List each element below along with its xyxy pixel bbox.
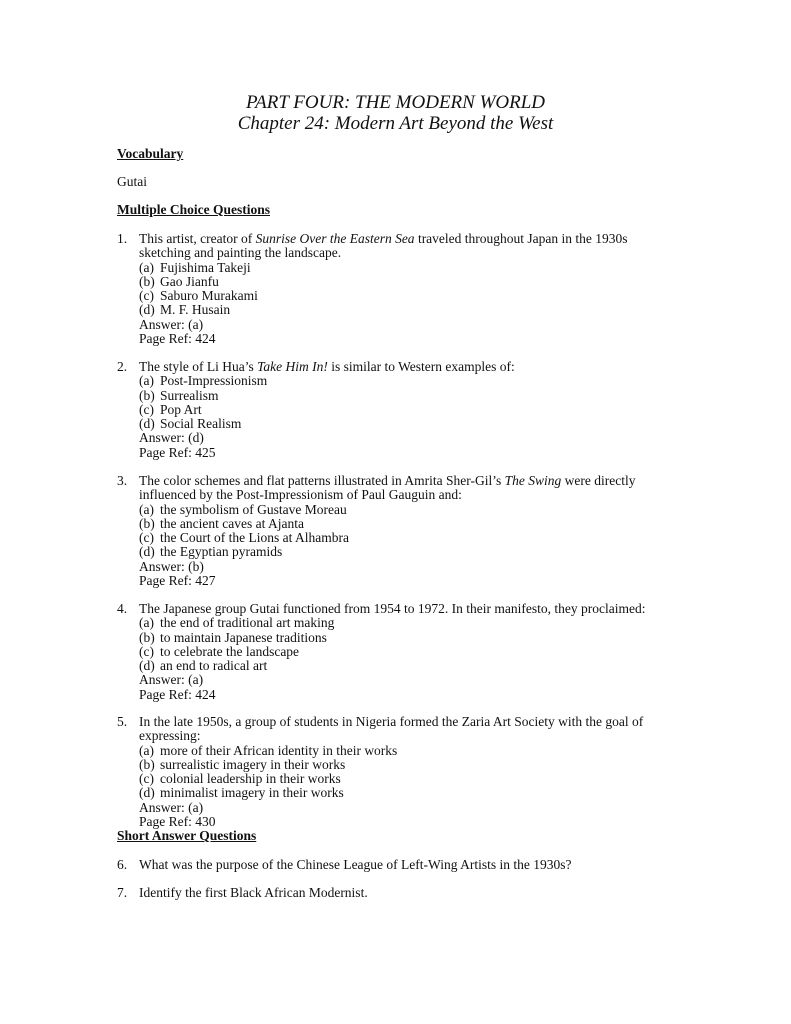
option-label: (c) [139,771,154,787]
question-text-part: This artist, creator of [139,231,256,246]
option-text: to celebrate the landscape [160,643,300,659]
option-text: the end of traditional art making [160,615,335,631]
option-label: (d) [139,416,155,432]
vocabulary-term: Gutai [117,174,147,189]
question-text [139,360,677,374]
option-label: (b) [139,387,155,403]
option-text: Gao Jianfu [160,273,219,289]
question-text-continued: expressing: [139,728,201,744]
option-label: (b) [139,273,155,289]
page-reference: Page Ref: 427 [139,573,216,589]
answer-option [139,374,677,388]
page-reference: Page Ref: 424 [139,686,216,702]
option-text: an end to radical art [160,658,268,674]
answer-option [139,786,677,800]
question-text-part: were directly [561,473,636,488]
answer-option [139,403,677,417]
question-text [139,715,677,729]
answer-option [139,261,677,275]
page-header [0,92,791,134]
option-text: M. F. Husain [160,302,231,318]
answer-option [139,772,677,786]
option-text: the symbolism of Gustave Moreau [160,501,347,517]
question-text-part: is similar to Western examples of: [327,359,515,374]
answer-option [139,417,677,431]
option-text: Pop Art [160,401,202,417]
option-label: (a) [139,373,154,389]
option-label: (d) [139,785,155,801]
option-label: (d) [139,658,155,674]
option-label: (a) [139,259,154,275]
option-text: the Court of the Lions at Alhambra [160,530,349,546]
question-text [139,232,677,246]
question-number: 5. [117,714,128,729]
answer-key: Answer: (a) [139,672,204,688]
answer-key: Answer: (a) [139,799,204,815]
option-text: colonial leadership in their works [160,771,341,787]
question-text-continued: sketching and painting the landscape. [139,245,342,261]
option-label: (c) [139,401,154,417]
vocabulary-heading: Vocabulary [117,146,184,161]
answer-option [139,275,677,289]
answer-option [139,616,677,630]
answer-option [139,517,677,531]
option-text: Fujishima Takeji [160,259,251,275]
option-text: Surrealism [160,387,219,403]
option-text: surrealistic imagery in their works [160,756,346,772]
multiple-choice-heading: Multiple Choice Questions [117,202,271,217]
page-reference: Page Ref: 430 [139,814,216,830]
answer-option [139,545,677,559]
question-text-part: In the late 1950s, a group of students in Nigeria formed the Zaria Art Society with the goal of [139,714,644,729]
answer-key: Answer: (d) [139,430,204,446]
option-label: (d) [139,302,155,318]
artwork-title: Sunrise Over the Eastern Sea [255,231,415,246]
answer-option [139,503,677,517]
question-7 [117,886,677,900]
option-label: (c) [139,530,154,546]
answer-option [139,758,677,772]
answer-option [139,744,677,758]
question-text: What was the purpose of the Chinese League of Left-Wing Artists in the 1930s? [139,857,572,872]
option-label: (c) [139,643,154,659]
answer-key: Answer: (b) [139,558,204,574]
question-number: 2. [117,359,128,374]
question-number: 6. [117,857,128,872]
option-text: Social Realism [160,416,242,432]
option-label: (b) [139,756,155,772]
question-1 [117,232,677,346]
option-label: (a) [139,615,154,631]
option-text: Saburo Murakami [160,288,258,304]
question-5 [117,715,677,829]
option-label: (a) [139,742,154,758]
artwork-title: The Swing [504,473,562,488]
question-4 [117,602,677,702]
answer-key: Answer: (a) [139,316,204,332]
answer-option [139,389,677,403]
page-reference: Page Ref: 424 [139,331,216,347]
question-text [139,602,677,616]
question-text: Identify the first Black African Modernist. [139,885,368,900]
option-label: (b) [139,515,155,531]
answer-option [139,659,677,673]
answer-option [139,631,677,645]
option-text: to maintain Japanese traditions [160,629,327,645]
question-6 [117,858,677,872]
short-answer-heading: Short Answer Questions [117,828,257,843]
option-text: Post-Impressionism [160,373,268,389]
question-text-continued: influenced by the Post-Impressionism of Paul Gauguin and: [139,487,462,503]
answer-option [139,303,677,317]
option-text: the ancient caves at Ajanta [160,515,304,531]
option-text: more of their African identity in their works [160,742,398,758]
question-text-part: traveled throughout Japan in the 1930s [414,231,628,246]
question-number: 3. [117,473,128,488]
question-number: 1. [117,231,128,246]
question-number: 4. [117,601,128,616]
option-label: (c) [139,288,154,304]
option-label: (a) [139,501,154,517]
question-text-part: The color schemes and flat patterns illustrated in Amrita Sher-Gil’s [139,473,505,488]
question-2 [117,360,677,460]
question-text-part: The style of Li Hua’s [139,359,258,374]
option-label: (d) [139,544,155,560]
question-text-part: The Japanese group Gutai functioned from 1954 to 1972. In their manifesto, they proclaimed: [139,601,646,616]
answer-option [139,531,677,545]
chapter-title: Chapter 24: Modern Art Beyond the West [237,113,554,134]
artwork-title: Take Him In! [257,359,328,374]
option-text: minimalist imagery in their works [160,785,344,801]
option-text: the Egyptian pyramids [160,544,283,560]
answer-option [139,289,677,303]
question-number: 7. [117,885,128,900]
option-label: (b) [139,629,155,645]
page-reference: Page Ref: 425 [139,444,216,460]
part-title: PART FOUR: THE MODERN WORLD [245,92,546,113]
question-3 [117,474,677,588]
question-text [139,474,677,488]
answer-option [139,645,677,659]
